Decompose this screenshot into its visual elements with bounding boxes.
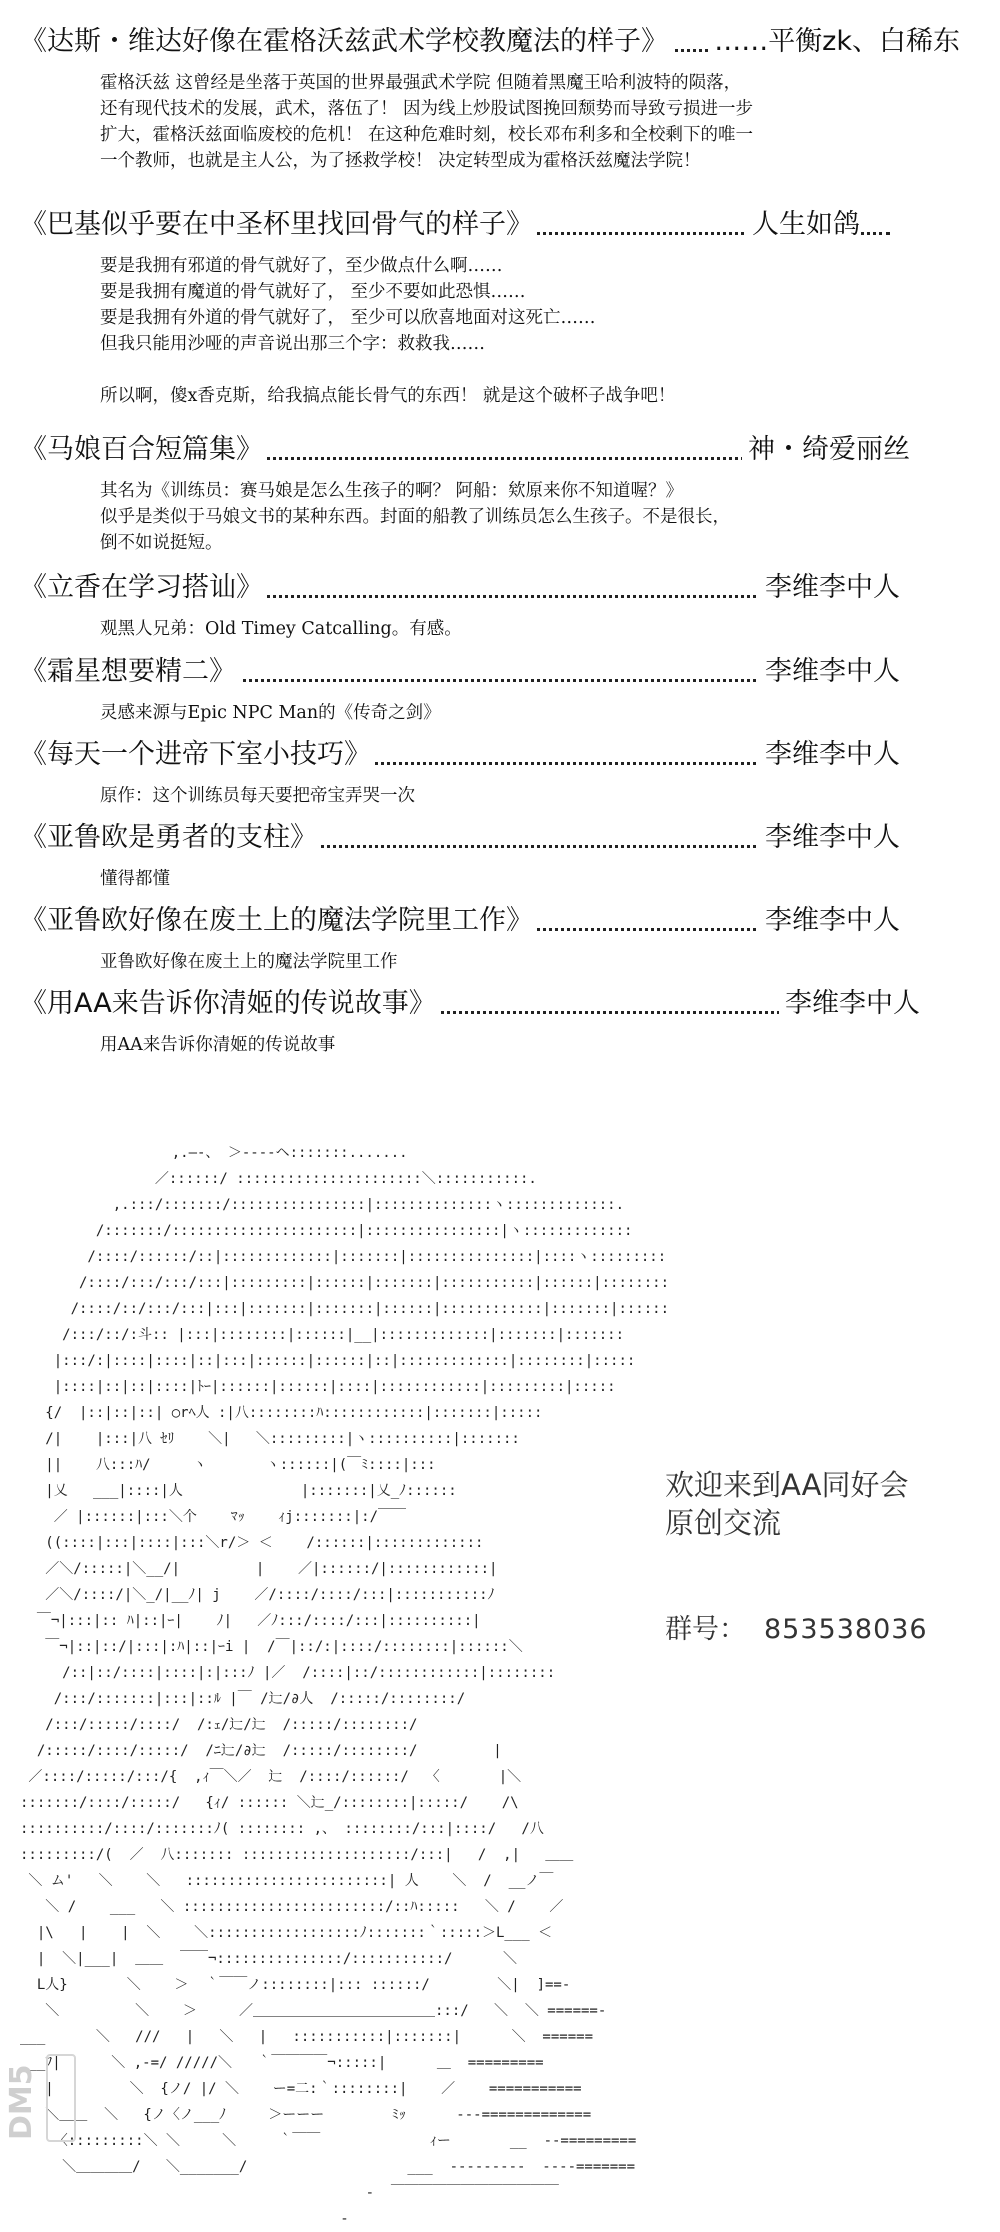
entry-header [0, 430, 1000, 470]
toc-entry-2 [0, 205, 1000, 409]
entry-description: 霍格沃兹 这曾经是坐落于英国的世界最强武术学院 但随着黑魔王哈利波特的陨落， 还有现代技术的发展，武术，落伍了！ 因为线上炒股试图挽回颓势而导致亏损进一步 扩大，霍格沃兹面临废校的危机！ 在这种危难时刻，校长邓布利多和全校剩下的唯一 一个教师，也就是主人公，为了拯救学校！ 决定转型成为霍格沃兹魔法学院！ [100, 73, 754, 171]
entry-title: 《亚鲁欧是勇者的支柱》 [20, 818, 321, 858]
toc-entry-9 [0, 984, 1000, 1058]
entry-title: 《巴基似乎要在中圣杯里找回骨气的样子》 [20, 205, 537, 245]
entry-description: 其名为《训练员：赛马娘是怎么生孩子的啊？ 阿船：欸原来你不知道喔？》 似乎是类似于马娘文书的某种东西。封面的船教了训练员怎么生孩子。不是很长， 倒不如说挺短。 [100, 481, 730, 553]
entry-title: 《霜星想要精二》 [20, 652, 240, 692]
group-label: 群号： [665, 1614, 746, 1645]
toc-entry-3 [0, 430, 1000, 556]
ascii-art-figure: ,.―-、 ＞‐-‐-ヘ:::::::....... ／::::::/ ::::::::::::::::::::::＼:::::::::::. ,.:::/:::::::/::::::::::::::::|::::::::::::::ヽ:::::::::::::. /:::::::/::::::::::::::::::::::|::::::::::::::::|ヽ::::::::::::: /::::/::::::/::|:::::::::::::|:::::::|:::::::::::::::|::::ヽ::::::::: /::::/:::/:::/:::|:::::::::|::::::|:::::::|:::::::::::|::::::|:::::::: /::::/::/:::/:::|:::|:::::::|:::::::|::::::|::::::::::::|:::::::|:::::: /:::/::/:斗:: |:::|::::::::|::::::|__|:::::::::::::|:::::::|::::::: |:::/:|::::|::::|::|:::|::::::|::::::|::|:::::::::::::|::::::::|::::: |::::|::|::|::::|ﾄｰ|::::::|::::::|::::|::::::::::::|:::::::::|::::: {/ |::|::|::| ○rﾍ人 :|八::::::::ﾊ::::::::::::|:::::::|::::: /| |:::|八 ｾﾘ ＼| ＼:::::::::|ヽ::::::::::|::::::: || 八:::ﾊ/ ヽ ヽ::::::|(￣ﾐ::::|::: |乂 ___|::::|人 |:::::::|乂_ﾉ:::::: ／ |::::::|:::＼个 ﾏｯ ｨj:::::::|:/￣￣ ((::::|:::|::::|:::＼r/＞ ＜ /::::::|::::::::::::: ／＼/:::::|＼__/| | ／|::::::/|::::::::::::| ／＼/::::/|＼_/|__ﾉ| j ／/::::/::::/:::|:::::::::::ﾉ ￣¬|:::|:: ﾊ|::|ｰ| ﾉ| ／ﾉ:::/::::/:::|::::::::::| ￣¬|::|::/|:::|:ﾊ|::|ｰi | /￣|::/:|::::/::::::::|::::::＼ /::|::/::::|::::|:|:::ﾉ |／ /::::|::/::::::::::::|:::::::: /:::/:::::::|:::|::ﾙ |￣ /辷/∂人 /:::::/::::::::/ /:::/:::::/::::/ /:ｪ/辷/辷 /:::::/::::::::/ /:::::/::::/:::::/ /ﾆ辷/∂辷 /:::::/::::::::/ | ／::::/:::::/:::/{ ,ｨ￣＼／ 辷 /::::/::::::/ 〈 |＼ :::::::/::::/:::::/ {ｨ/ :::::: ＼辷_/::::::::|:::::/ /\ ::::::::::/::::/:::::::ﾉ( :::::::: ,、 ::::::::/:::|::::/ /八 :::::::::/( ／ 八::::::: ::::::::::::::::::::/:::| / ,| ＿＿ ＼ ム' ＼ ＼ ::::::::::::::::::::::::| 人 ＼ / __ノ￣ ＼ / ___ ＼ ::::::::::::::::::::::::/::ﾊ::::: ＼ / ／ |\ | | ＼ ＼::::::::::::::::::ﾉ:::::::｀:::::＞L___ ＜ | ＼|___| ＿＿ ￣￣¬:::::::::::::::/:::::::::::/ ＼ L人} ＼ ＞ ｀￣￣ノ::::::::|::: ::::::/ ＼| ]==- ＼ ＼ ＞ ／＿＿＿＿＿＿＿＿＿＿＿＿＿:::/ ＼ ＼ ======- ___ ＼ /// | ＼ | :::::::::::|:::::::| ＼ ====== __ﾌ| ＼ ,-=/ /////＼ ｀￣￣￣￣¬:::::| ＿ ========= | ＼ {ノ/ |/ ＼ ー=二:｀::::::::| ／ =========== ＼＿＿ ＼ {ノ〈ノ___ﾉ ＞ーーー ﾐｯ ---============= 〈:::::::::＼ ＼ ＼ ｀￣￣ ｨー __ --========= ＼＿＿＿＿/ ＼_______/ ___ --------- ----======= - ￣￣￣￣￣￣￣￣￣￣￣￣ - [20, 1145, 670, 2227]
entry-header [0, 901, 1000, 941]
toc-entry-4 [0, 568, 1000, 642]
entry-header [0, 22, 1000, 62]
entry-header [0, 818, 1000, 858]
entry-description: 懂得都懂 [100, 869, 170, 889]
entry-author: ……平衡zk、白稀东 [708, 22, 960, 62]
entry-title: 《达斯・维达好像在霍格沃兹武术学校教魔法的样子》 [20, 22, 672, 62]
entry-title: 《立香在学习搭讪》 [20, 568, 267, 608]
entry-description: 亚鲁欧好像在废土上的魔法学院里工作 [100, 952, 398, 972]
entry-title: 《每天一个进帝下室小技巧》 [20, 735, 375, 775]
entry-header [0, 652, 1000, 692]
entry-description: 要是我拥有邪道的骨气就好了，至少做点什么啊…… 要是我拥有魔道的骨气就好了， 至少不要如此恐惧…… 要是我拥有外道的骨气就好了， 至少可以欣喜地面对这死亡…… 但我只能用沙哑的声音说出那三个字：救救我…… 所以啊，傻x香克斯，给我搞点能长骨气的东西！ 就是这个破杯子战争吧！ [100, 256, 676, 406]
toc-entry-5 [0, 652, 1000, 726]
toc-entry-7 [0, 818, 1000, 892]
toc-entry-6 [0, 735, 1000, 809]
entry-author: 李维李中人 [779, 984, 920, 1024]
entry-author: 李维李中人 [759, 652, 900, 692]
watermark-logo [4, 2052, 76, 2142]
entry-author: 李维李中人 [759, 901, 900, 941]
entry-description: 观黑人兄弟：Old Timey Catcalling。有感。 [100, 619, 462, 639]
entry-author: 李维李中人 [759, 735, 900, 775]
toc-entry-1 [0, 22, 1000, 174]
entry-description: 原作：这个训练员每天要把帝宝弄哭一次 [100, 786, 415, 806]
toc-entry-8 [0, 901, 1000, 975]
entry-header [0, 735, 1000, 775]
entry-title: 《马娘百合短篇集》 [20, 430, 267, 470]
entry-title: 《亚鲁欧好像在废土上的魔法学院里工作》 [20, 901, 537, 941]
watermark-frame [46, 2054, 76, 2142]
entry-author: 神・绮爱丽丝 [742, 430, 910, 470]
entry-author: 李维李中人 [759, 818, 900, 858]
entry-header [0, 568, 1000, 608]
entry-header [0, 205, 1000, 245]
welcome-message: 欢迎来到AA同好会 原创交流 [665, 1468, 909, 1540]
watermark-text: DM5 [4, 2064, 39, 2140]
group-number-value: 853538036 [764, 1614, 928, 1645]
group-number [665, 1607, 928, 1646]
entry-header [0, 984, 1000, 1024]
entry-description: 灵感来源与Epic NPC Man的《传奇之剑》 [100, 703, 441, 723]
entry-author: 人生如鸽 [746, 205, 860, 245]
entry-author: 李维李中人 [759, 568, 900, 608]
entry-description: 用AA来告诉你清姬的传说故事 [100, 1035, 336, 1055]
entry-title: 《用AA来告诉你清姬的传说故事》 [20, 984, 440, 1024]
